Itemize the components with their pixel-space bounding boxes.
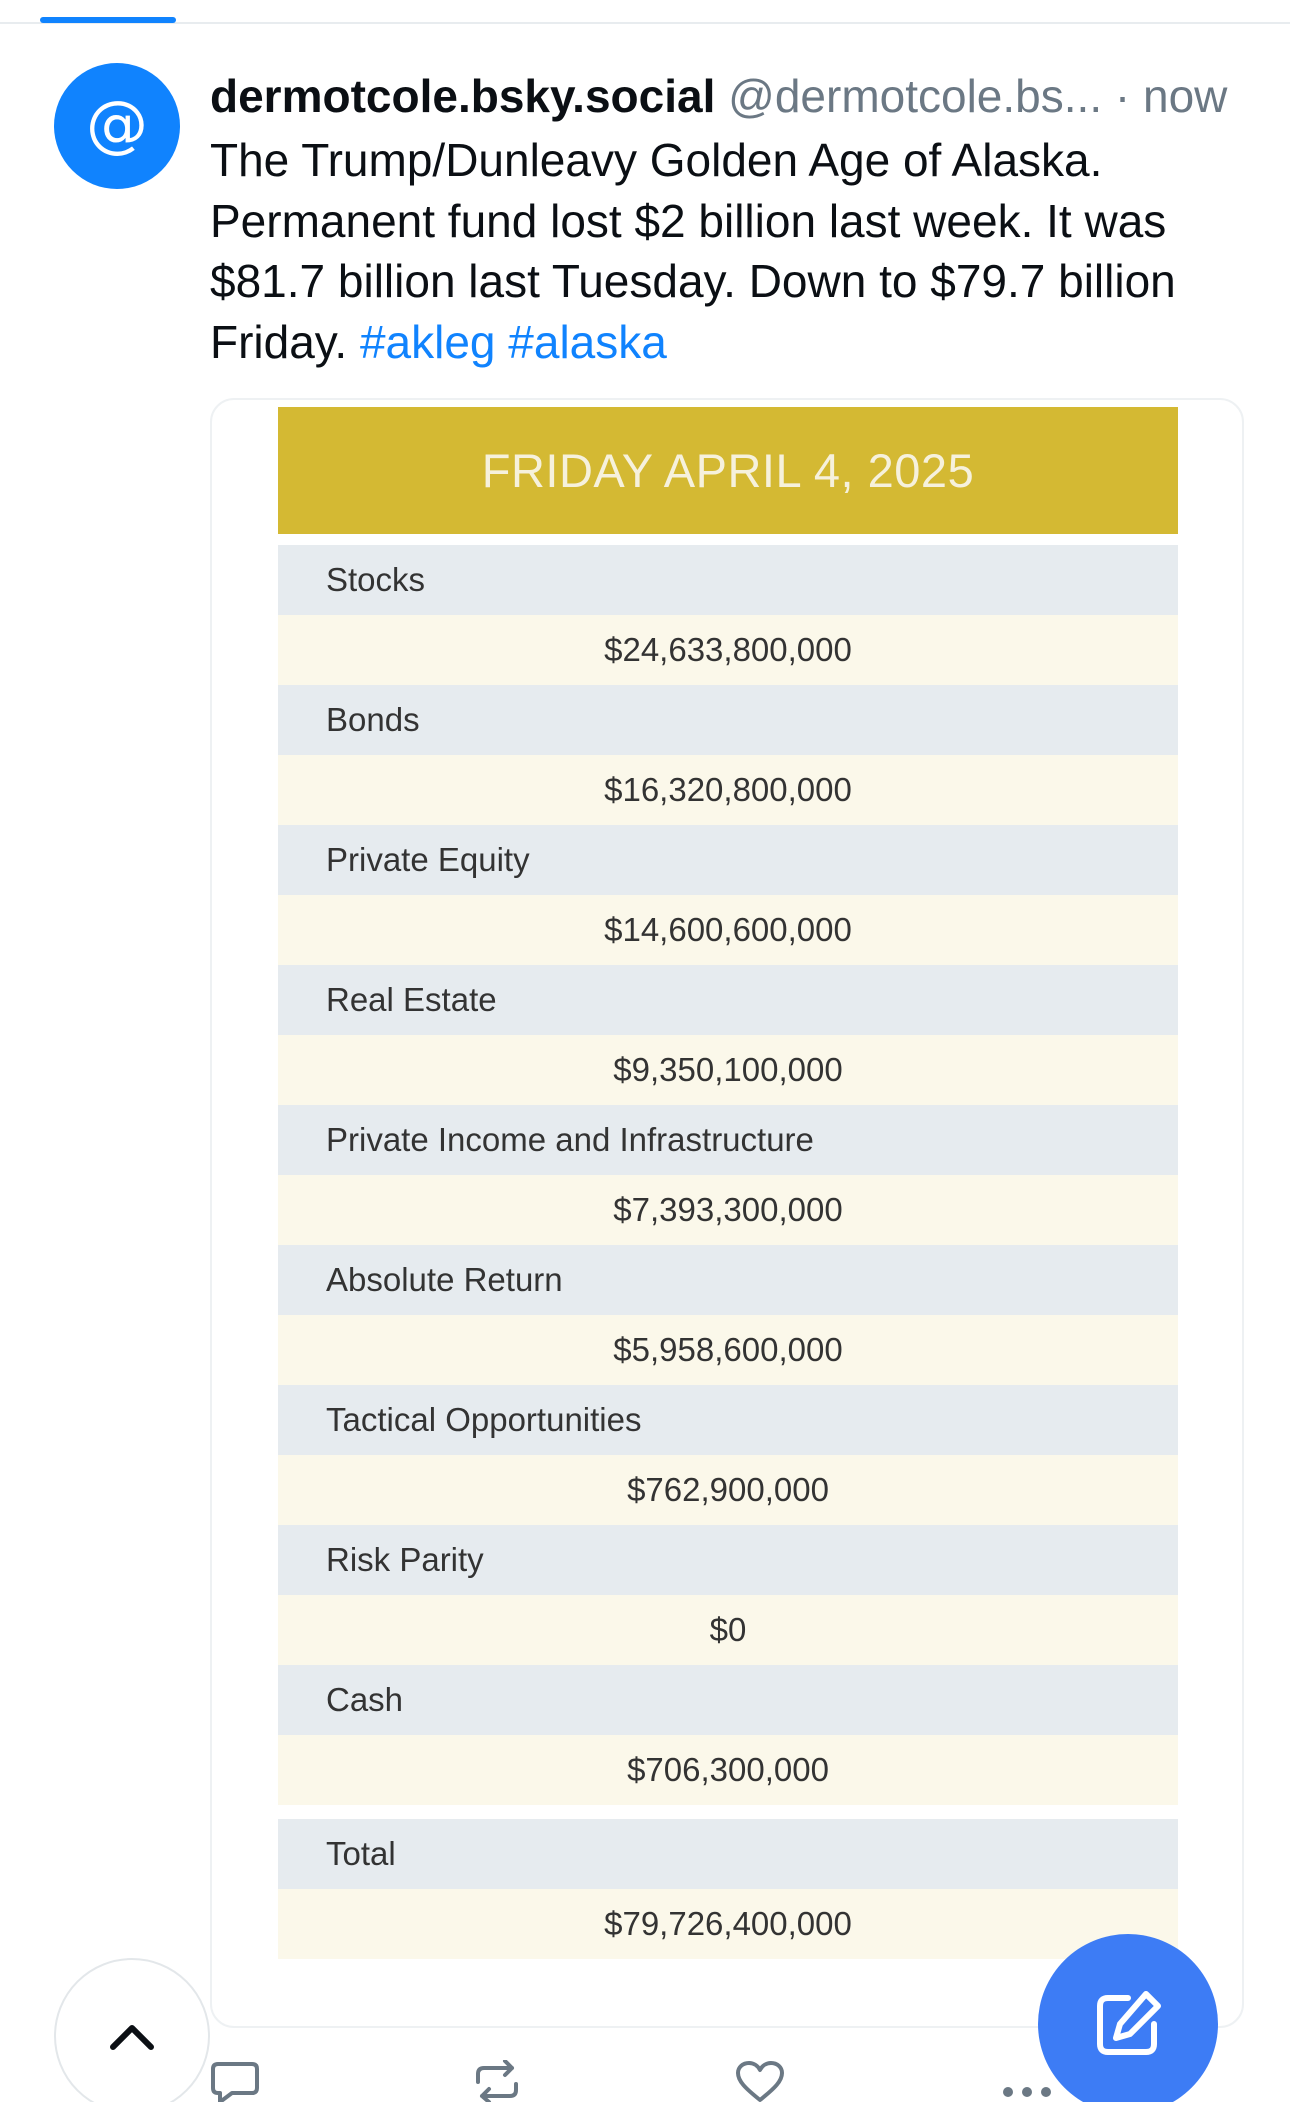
table-row-value: $79,726,400,000 (278, 1889, 1178, 1959)
post-text-line-last (210, 312, 1260, 373)
compose-button[interactable] (1038, 1934, 1218, 2102)
author-name[interactable]: dermotcole.bsky.social (210, 70, 716, 122)
post-text-line: Permanent fund lost $2 billion last week. It was (210, 194, 1167, 247)
feed-tab-divider (0, 22, 1290, 24)
post-timestamp[interactable]: now (1142, 70, 1228, 122)
table-row-label: Stocks (278, 545, 1178, 615)
table-row-label: Risk Parity (278, 1525, 1178, 1595)
table-row-value: $24,633,800,000 (278, 615, 1178, 685)
table-row-label: Real Estate (278, 965, 1178, 1035)
table-row-value: $0 (278, 1595, 1178, 1665)
table-row-label: Absolute Return (278, 1245, 1178, 1315)
author-handle[interactable]: @dermotcole.bs... (728, 70, 1103, 122)
avatar[interactable] (54, 63, 180, 189)
avatar-glyph: @ (86, 87, 148, 160)
heart-icon (735, 2060, 785, 2102)
table-row-label: Private Income and Infrastructure (278, 1105, 1178, 1175)
compose-icon (1092, 1988, 1164, 2060)
reply-button[interactable] (210, 2060, 260, 2102)
repost-icon (472, 2060, 522, 2102)
table-row-value: $762,900,000 (278, 1455, 1178, 1525)
fund-allocation-table (278, 407, 1178, 1959)
hashtag-alaska[interactable]: #alaska (508, 315, 667, 368)
table-row-value: $16,320,800,000 (278, 755, 1178, 825)
table-row-label: Tactical Opportunities (278, 1385, 1178, 1455)
active-tab-indicator (40, 17, 176, 23)
like-button[interactable] (735, 2060, 785, 2102)
table-row-label: Total (278, 1819, 1178, 1889)
table-row-value: $5,958,600,000 (278, 1315, 1178, 1385)
post-text (210, 130, 1260, 372)
table-row-label: Bonds (278, 685, 1178, 755)
table-row-label: Private Equity (278, 825, 1178, 895)
repost-button[interactable] (472, 2060, 522, 2102)
table-row-label: Cash (278, 1665, 1178, 1735)
table-row-value: $7,393,300,000 (278, 1175, 1178, 1245)
post-header (210, 66, 1250, 126)
header-separator: · (1114, 70, 1131, 122)
table-row-value: $706,300,000 (278, 1735, 1178, 1805)
table-row-value: $14,600,600,000 (278, 895, 1178, 965)
post-text-line: The Trump/Dunleavy Golden Age of Alaska. (210, 134, 1103, 186)
table-title: FRIDAY APRIL 4, 2025 (278, 407, 1178, 534)
chevron-up-icon (107, 2019, 157, 2053)
table-row-value: $9,350,100,000 (278, 1035, 1178, 1105)
table-body (278, 545, 1178, 1959)
scroll-to-top-button[interactable] (54, 1958, 210, 2102)
hashtag-akleg[interactable]: #akleg (359, 315, 496, 368)
post-text-line: $81.7 billion last Tuesday. Down to $79.7 billion (210, 255, 1176, 307)
reply-icon (210, 2060, 260, 2102)
post-text-line: Friday. (210, 315, 348, 368)
